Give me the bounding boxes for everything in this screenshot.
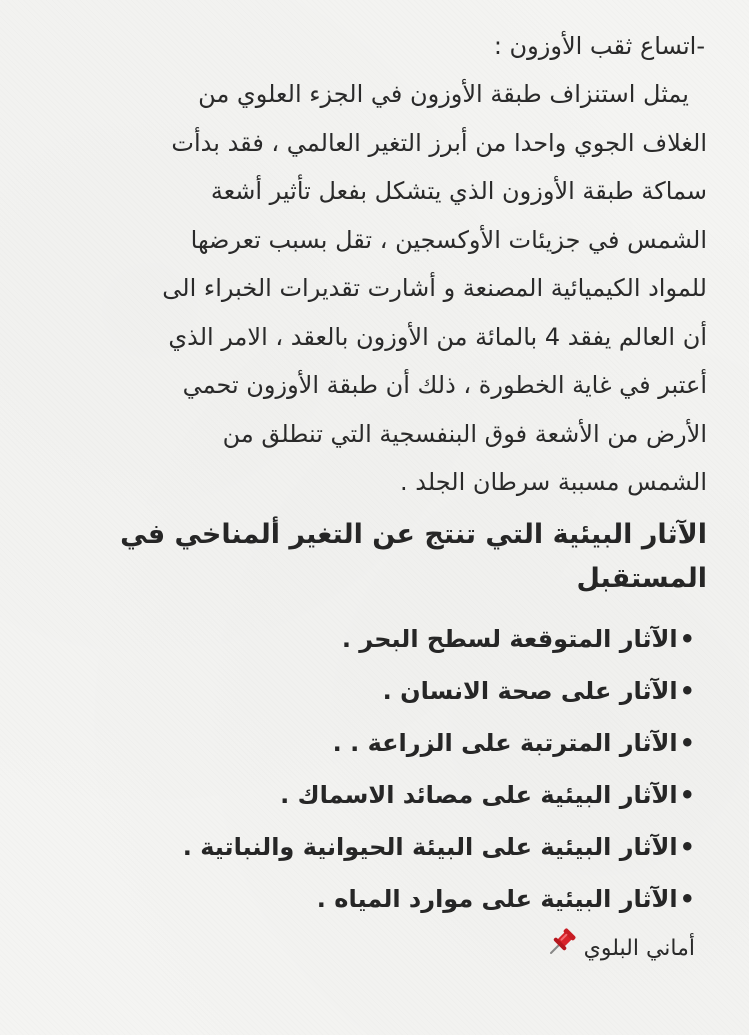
effects-heading: الآثار البيئية التي تنتج عن التغير ألمناخي في المستقبل [120,518,707,594]
bullet-dot: • [679,832,695,861]
list-item-text: الآثار المترتبة على الزراعة . . [332,728,678,757]
list-item [60,613,695,665]
signature [60,927,707,971]
list-item [60,873,695,925]
paragraph-line: سماكة طبقة الأوزون الذي يتشكل بفعل تأثير أشعة [210,177,707,205]
ozone-paragraph [60,70,707,507]
list-item-text: الآثار البيئية على مصائد الاسماك . [280,780,678,809]
paragraph-line: للمواد الكيميائية المصنعة و أشارت تقديرات الخبراء الى [162,274,707,302]
paragraph-line: الشمس في جزيئات الأوكسجين ، تقل بسبب تعرضها [190,225,707,254]
list-item-text: الآثار المتوقعة لسطح البحر . [341,624,678,653]
paragraph-line: يمثل استنزاف طبقة الأوزون في الجزء العلوي من [198,80,689,108]
paragraph-line: الأرض من الأشعة فوق البنفسجية التي تنطلق من [222,419,707,448]
bullet-dot: • [679,676,695,705]
paragraph-line: الغلاف الجوي واحدا من أبرز التغير العالمي ، فقد بدأت [171,128,707,157]
document-page [60,22,707,971]
pushpin-icon [547,927,577,971]
bullet-dot: • [679,780,695,809]
list-item [60,769,695,821]
paragraph-line: أن العالم يفقد 4 بالمائة من الأوزون بالعقد ، الامر الذي [168,322,707,351]
effects-list [60,613,707,925]
bullet-dot: • [679,728,695,757]
bullet-dot: • [679,884,695,913]
list-item [60,665,695,717]
list-item [60,717,695,769]
paragraph-line: الشمس مسببة سرطان الجلد . [399,468,707,496]
list-item-text: الآثار على صحة الانسان . [382,676,678,705]
section-title-ozone: -اتساع ثقب الأوزون : [493,32,705,60]
bullet-dot: • [679,624,695,653]
signature-name: أماني البلوي [583,935,695,961]
list-item [60,821,695,873]
list-item-text: الآثار البيئية على موارد المياه . [316,884,678,913]
list-item-text: الآثار البيئية على البيئة الحيوانية والنباتية . [182,832,678,861]
paragraph-line: أعتبر في غاية الخطورة ، ذلك أن طبقة الأوزون تحمي [182,371,707,399]
